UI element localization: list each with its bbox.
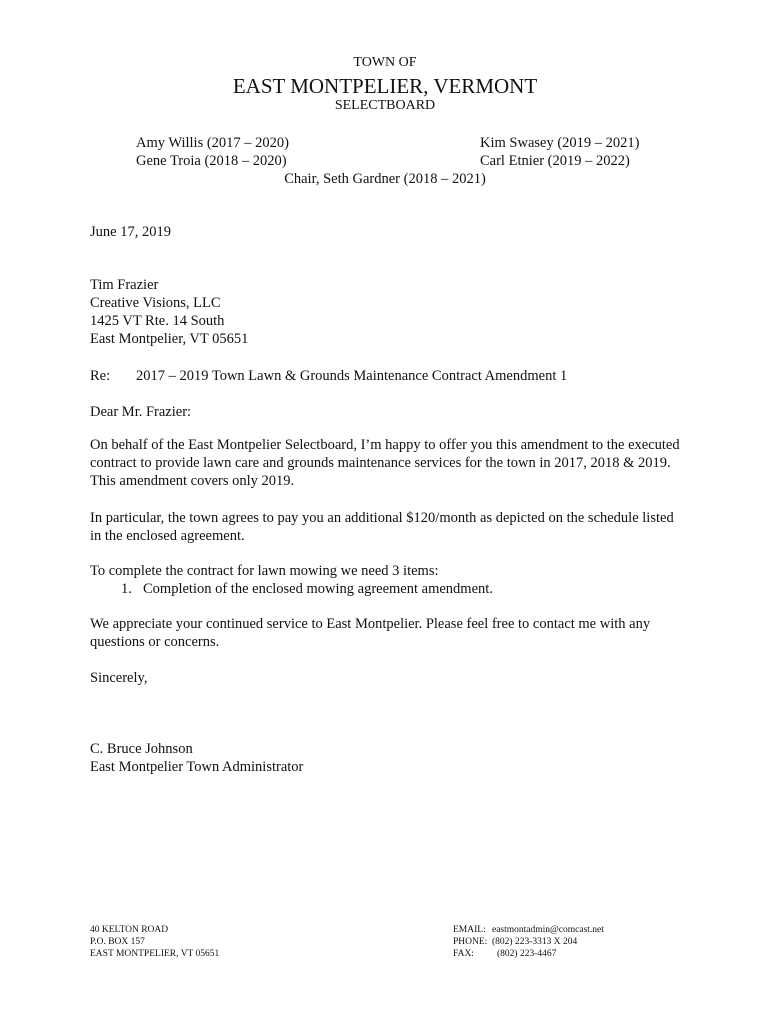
- body-paragraph: To complete the contract for lawn mowing we need 3 items:: [90, 563, 439, 579]
- letterhead-town-of: TOWN OF: [353, 55, 417, 70]
- body-paragraph: In particular, the town agrees to pay you an additional $120/month as depicted on the schedule listed in the enclosed agreement.: [90, 510, 674, 544]
- list-item-number: 1.: [121, 581, 132, 597]
- board-member: Carl Etnier (2019 – 2022): [480, 153, 630, 169]
- list-item: Completion of the enclosed mowing agreement amendment.: [143, 581, 493, 597]
- letterhead-title: EAST MONTPELIER, VERMONT: [232, 74, 538, 98]
- letterhead-subtitle: SELECTBOARD: [334, 98, 436, 113]
- footer-phone-label: PHONE:: [453, 937, 488, 947]
- recipient-name: Tim Frazier: [90, 277, 159, 293]
- signature-name: C. Bruce Johnson: [90, 741, 193, 757]
- letter-date: June 17, 2019: [90, 224, 171, 240]
- recipient-city: East Montpelier, VT 05651: [90, 331, 249, 347]
- salutation: Dear Mr. Frazier:: [90, 404, 192, 420]
- board-chair: Chair, Seth Gardner (2018 – 2021): [284, 171, 486, 187]
- footer-fax-label: FAX:: [453, 949, 474, 959]
- footer-address-line: EAST MONTPELIER, VT 05651: [90, 949, 220, 959]
- closing-paragraph: We appreciate your continued service to East Montpelier. Please feel free to contact me with any questions or concerns.: [90, 616, 651, 650]
- board-member: Gene Troia (2018 – 2020): [136, 153, 287, 169]
- re-subject: 2017 – 2019 Town Lawn & Grounds Maintenance Contract Amendment 1: [136, 368, 568, 384]
- footer-address-line: 40 KELTON ROAD: [90, 925, 169, 935]
- board-member: Kim Swasey (2019 – 2021): [480, 135, 640, 151]
- footer-phone: (802) 223-3313 X 204: [492, 937, 578, 947]
- footer-fax: (802) 223-4467: [497, 949, 557, 959]
- footer-email: eastmontadmin@comcast.net: [492, 925, 604, 935]
- re-label: Re:: [90, 368, 111, 384]
- footer-email-label: EMAIL:: [453, 925, 486, 935]
- signature-title: East Montpelier Town Administrator: [90, 759, 304, 775]
- body-paragraph: On behalf of the East Montpelier Selectboard, I’m happy to offer you this amendment to the executed contract to provide lawn care and grounds maintenance services for the town in 2017, 2018 & 2019. This amendment covers only 2019.: [90, 437, 680, 489]
- footer-address-line: P.O. BOX 157: [90, 937, 145, 947]
- board-member: Amy Willis (2017 – 2020): [136, 135, 290, 151]
- recipient-street: 1425 VT Rte. 14 South: [90, 313, 225, 329]
- signoff: Sincerely,: [90, 670, 148, 686]
- recipient-company: Creative Visions, LLC: [90, 295, 221, 311]
